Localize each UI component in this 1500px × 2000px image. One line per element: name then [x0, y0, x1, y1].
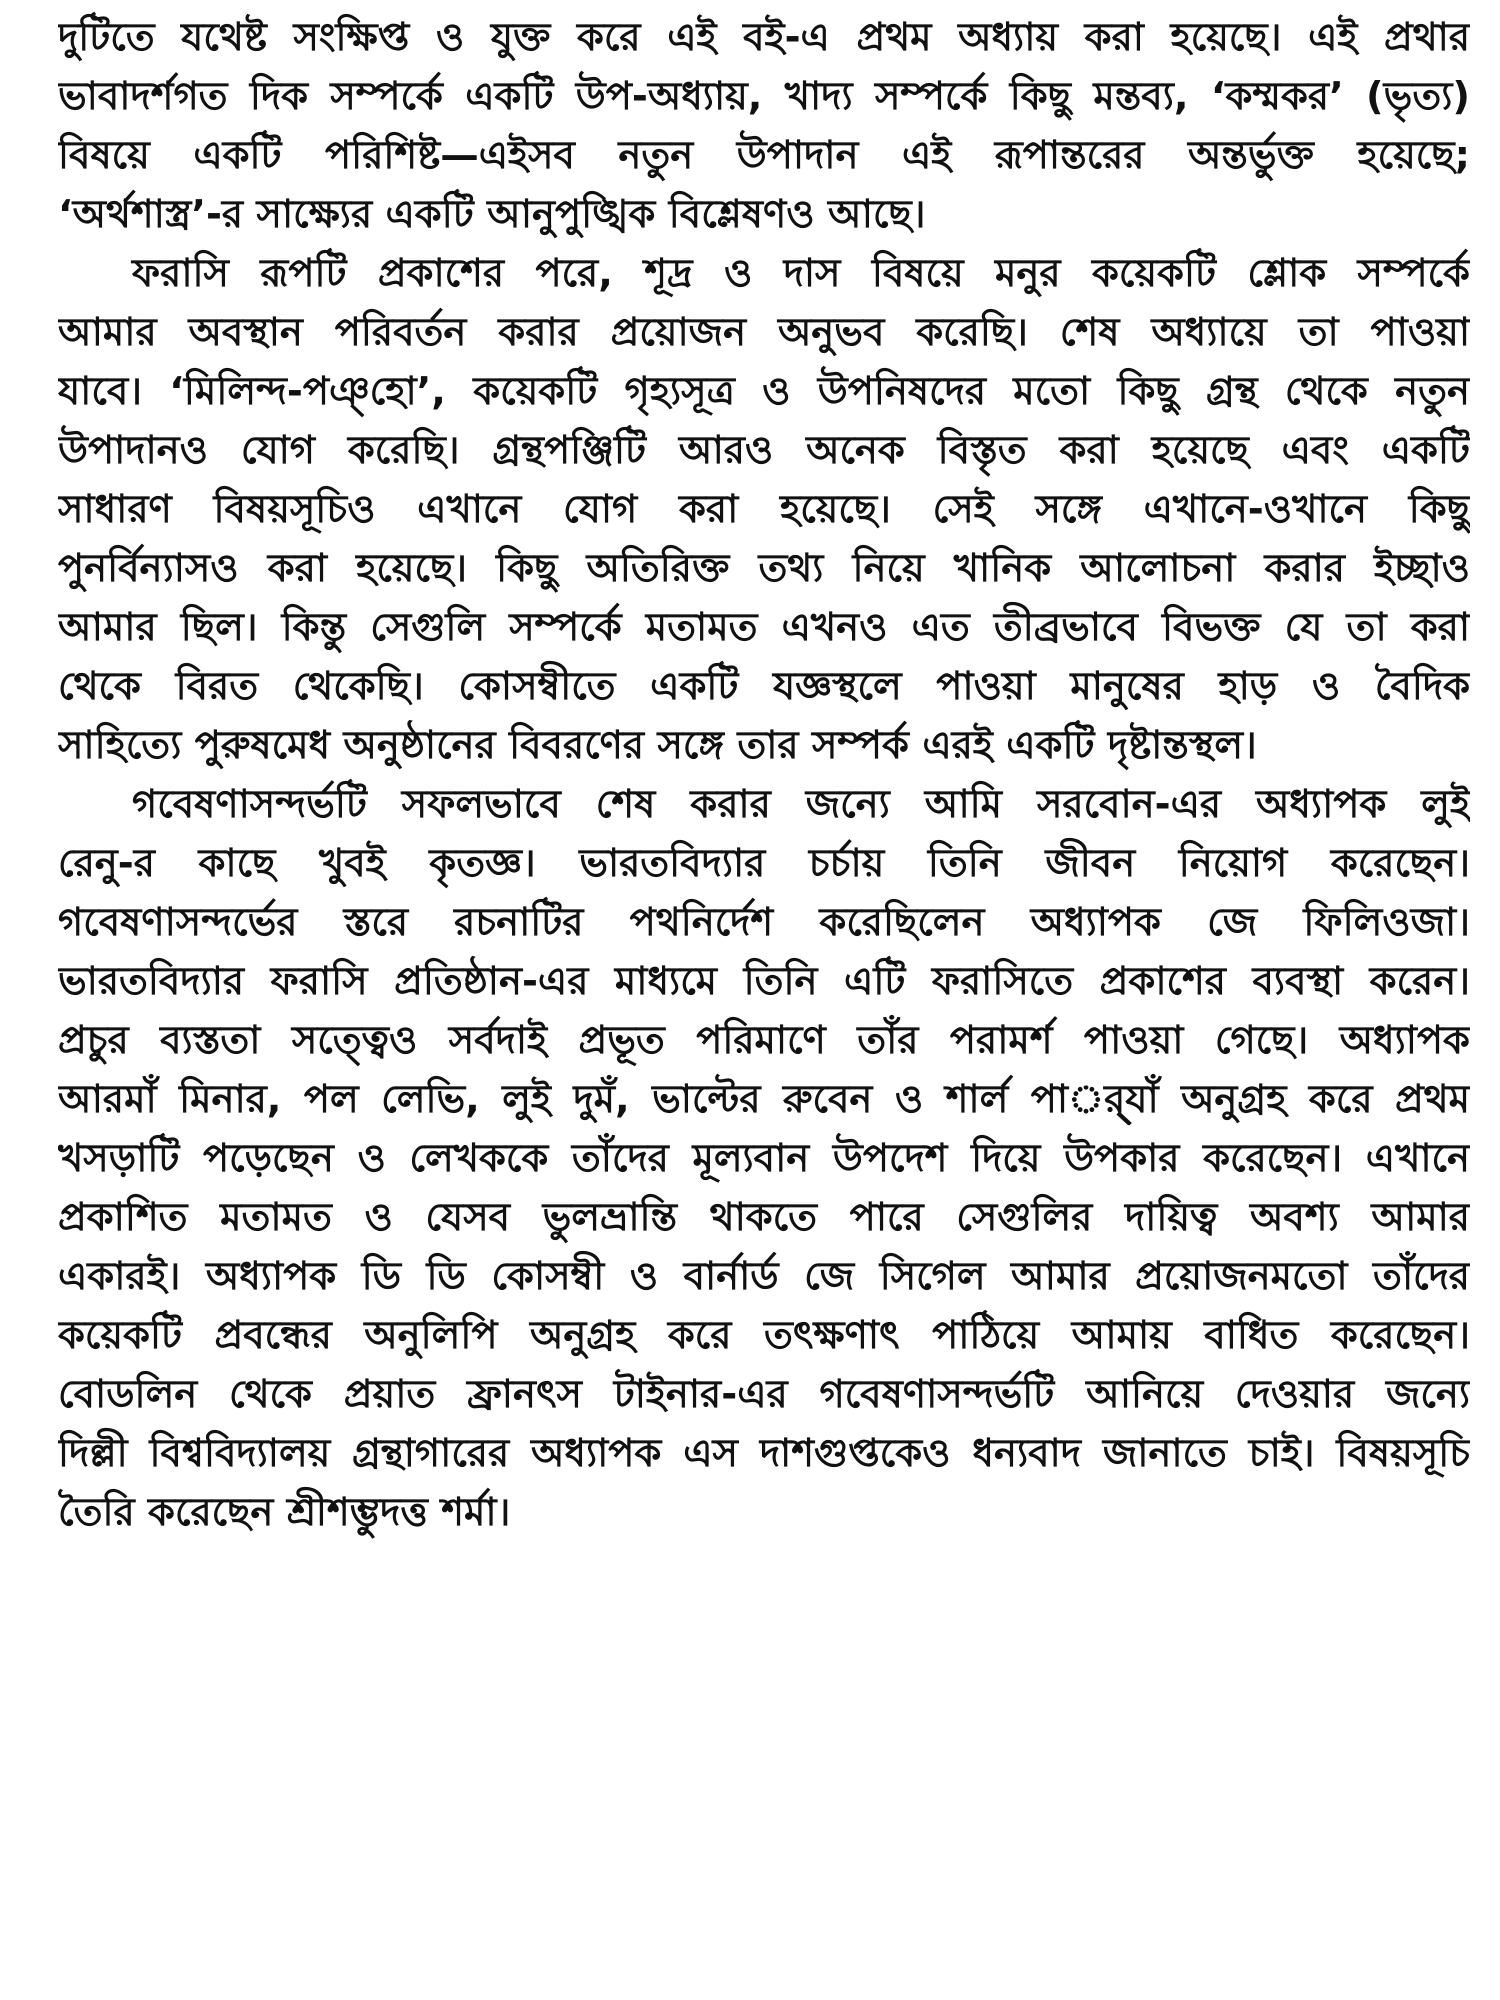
- text-line: যাবে। ‘মিলিন্দ-পঞ্‌হো’, কয়েকটি গৃহ্যসূত্র ও উপনিষদের মতো কিছু গ্রন্থ থেকে নতুন: [58, 369, 1470, 414]
- text-line: আমার অবস্থান পরিবর্তন করার প্রয়োজন অনুভব করেছি। শেষ অধ্যায়ে তা পাওয়া: [58, 310, 1470, 355]
- text-line: সাধারণ বিষয়সূচিও এখানে যোগ করা হয়েছে। সেই সঙ্গে এখানে-ওখানে কিছু: [58, 487, 1470, 532]
- paragraph-3: [58, 775, 1470, 1542]
- text-line: পুনর্বিন্যাসও করা হয়েছে। কিছু অতিরিক্ত তথ্য নিয়ে খানিক আলোচনা করার ইচ্ছাও: [58, 546, 1470, 591]
- text-line: প্রচুর ব্যস্ততা সত্ত্বেও সর্বদাই প্রভূত পরিমাণে তাঁর পরামর্শ পাওয়া গেছে। অধ্যাপক: [58, 1018, 1470, 1063]
- text-line: উপাদানও যোগ করেছি। গ্রন্থপঞ্জিটি আরও অনেক বিস্তৃত করা হয়েছে এবং একটি: [58, 428, 1470, 473]
- text-line: তৈরি করেছেন শ্রীশম্ভুদত্ত শর্মা।: [58, 1490, 511, 1535]
- paragraph-1: [58, 8, 1470, 244]
- text-line: বোডলিন থেকে প্রয়াত ফ্রানৎস টাইনার-এর গবেষণাসন্দর্ভটি আনিয়ে দেওয়ার জন্যে: [58, 1372, 1470, 1417]
- text-line: ‘অর্থশাস্ত্র’-র সাক্ষ্যের একটি আনুপুঙ্খিক বিশ্লেষণও আছে।: [58, 192, 926, 237]
- text-line: কয়েকটি প্রবন্ধের অনুলিপি অনুগ্রহ করে তৎক্ষণাৎ পাঠিয়ে আমায় বাধিত করেছেন।: [58, 1313, 1470, 1358]
- text-line: গবেষণাসন্দর্ভটি সফলভাবে শেষ করার জন্যে আমি সরবোন-এর অধ্যাপক লুই: [132, 782, 1470, 827]
- paragraph-2: [58, 244, 1470, 775]
- text-line: প্রকাশিত মতামত ও যেসব ভুলভ্রান্তি থাকতে পারে সেগুলির দায়িত্ব অবশ্য আমার: [58, 1195, 1470, 1240]
- text-line: আরমাঁ মিনার, পল লেভি, লুই দুমঁ, ভাল্টের রুবেন ও শার্ল পার্‍্যাঁ অনুগ্রহ করে প্রথম: [58, 1077, 1470, 1122]
- text-line: খসড়াটি পড়েছেন ও লেখককে তাঁদের মূল্যবান উপদেশ দিয়ে উপকার করেছেন। এখানে: [58, 1136, 1470, 1181]
- document-page: [58, 8, 1470, 1992]
- text-line: দুটিতে যথেষ্ট সংক্ষিপ্ত ও যুক্ত করে এই বই-এ প্রথম অধ্যায় করা হয়েছে। এই প্রথার: [58, 15, 1470, 60]
- text-line: থেকে বিরত থেকেছি। কোসম্বীতে একটি যজ্ঞস্থলে পাওয়া মানুষের হাড় ও বৈদিক: [58, 664, 1470, 709]
- text-line: বিষয়ে একটি পরিশিষ্ট—এইসব নতুন উপাদান এই রূপান্তরের অন্তর্ভুক্ত হয়েছে;: [58, 133, 1470, 178]
- text-line: ফরাসি রূপটি প্রকাশের পরে, শূদ্র ও দাস বিষয়ে মনুর কয়েকটি শ্লোক সম্পর্কে: [132, 251, 1470, 296]
- text-line: একারই। অধ্যাপক ডি ডি কোসম্বী ও বার্নার্ড জে সিগেল আমার প্রয়োজনমতো তাঁদের: [58, 1254, 1470, 1299]
- text-line: সাহিত্যে পুরুষমেধ অনুষ্ঠানের বিবরণের সঙ্গে তার সম্পর্ক এরই একটি দৃষ্টান্তস্থল।: [58, 723, 1257, 768]
- text-line: রেনু-র কাছে খুবই কৃতজ্ঞ। ভারতবিদ্যার চর্চায় তিনি জীবন নিয়োগ করেছেন।: [58, 841, 1470, 886]
- text-line: ভাবাদর্শগত দিক সম্পর্কে একটি উপ-অধ্যায়, খাদ্য সম্পর্কে কিছু মন্তব্য, ‘কম্মকর’ (ভৃত্য): [58, 74, 1470, 119]
- text-line: আমার ছিল। কিন্তু সেগুলি সম্পর্কে মতামত এখনও এত তীব্রভাবে বিভক্ত যে তা করা: [58, 605, 1470, 650]
- text-line: দিল্লী বিশ্ববিদ্যালয় গ্রন্থাগারের অধ্যাপক এস দাশগুপ্তকেও ধন্যবাদ জানাতে চাই। বিষয়সূচি: [58, 1431, 1470, 1476]
- text-line: ভারতবিদ্যার ফরাসি প্রতিষ্ঠান-এর মাধ্যমে তিনি এটি ফরাসিতে প্রকাশের ব্যবস্থা করেন।: [58, 959, 1470, 1004]
- text-line: গবেষণাসন্দর্ভের স্তরে রচনাটির পথনির্দেশ করেছিলেন অধ্যাপক জে ফিলিওজা।: [58, 900, 1470, 945]
